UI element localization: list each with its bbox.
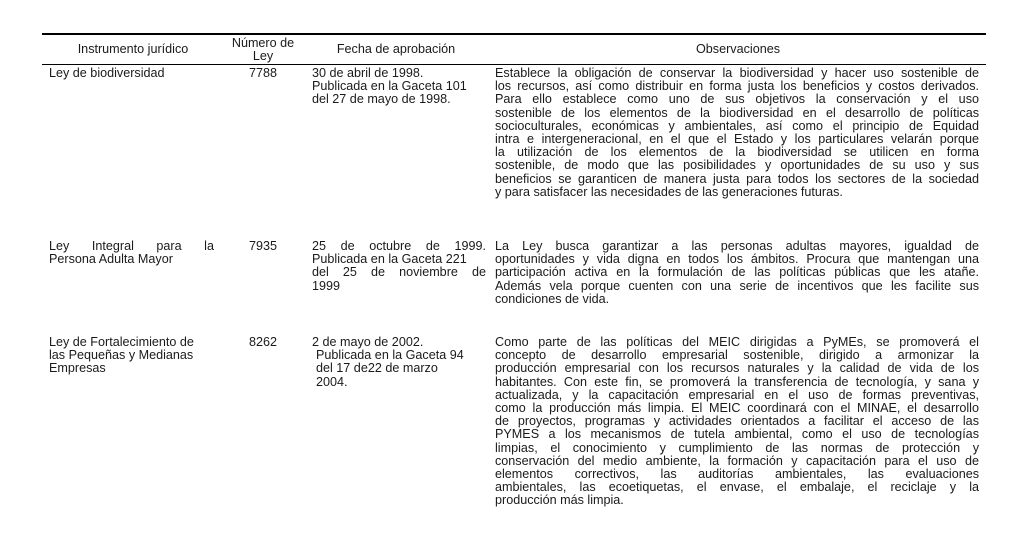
row1-obs-line: sostenible de los elementos de la biodiversidad en el desarrollo de políticas bbox=[495, 105, 979, 120]
row3-obs-line: habitantes. Con este fin, se promoverá la transferencia de tecnología, y sana y bbox=[495, 374, 979, 389]
row1-obs-line: intra e intergeneracional, en el que el Estado y los particulares velarán porque bbox=[495, 132, 979, 147]
row3-instrumento bbox=[49, 336, 214, 376]
row3-obs-line: PYMES a los mecanismos de tutela ambiental, como el uso de tecnologías bbox=[495, 427, 979, 442]
row2-obs-line: Además vela porque cuenten con una serie de incentivos que les facilite sus bbox=[495, 278, 979, 293]
header-instrumento: Instrumento jurídico bbox=[77, 42, 189, 56]
header-numero-line1: Número de bbox=[231, 35, 295, 50]
row3-instrumento-line: Ley de Fortalecimiento de bbox=[49, 335, 194, 349]
row3-observaciones bbox=[495, 336, 979, 508]
row3-obs-line: como la producción más limpia. El MEIC coordinará con el MINAE, el desarrollo bbox=[495, 401, 979, 416]
row1-obs-line: la utilización de los elementos de la biodiversidad se utilicen en forma bbox=[495, 145, 979, 160]
row3-obs-line: concepto de desarrollo empresarial sostenible, dirigido a armonizar la bbox=[495, 348, 979, 363]
row1-observaciones bbox=[495, 67, 979, 199]
row2-instrumento bbox=[49, 240, 214, 266]
row1-numero: 7788 bbox=[248, 66, 278, 80]
row3-fecha-line: 2004. bbox=[316, 374, 348, 389]
header-numero-line2: Ley bbox=[252, 48, 274, 63]
row1-instrumento-line: Ley de biodiversidad bbox=[49, 66, 165, 80]
row1-fecha-line: Publicada en la Gaceta 101 bbox=[312, 79, 467, 94]
header-numero bbox=[224, 35, 302, 64]
row3-obs-line: de proyectos, programas y actividades orientados a facilitar el acceso de las bbox=[495, 414, 979, 429]
row1-obs-line: Para ello establece como uno de sus objetivos la conservación y el uso bbox=[495, 92, 979, 107]
row1-fecha-line: del 27 de mayo de 1998. bbox=[312, 92, 451, 107]
header-observaciones: Observaciones bbox=[696, 42, 780, 56]
row3-fecha bbox=[312, 336, 486, 389]
row3-obs-line: limpias, el conocimiento y cumplimiento de las normas de protección y bbox=[495, 440, 979, 455]
row3-obs-line: producción más limpia. bbox=[495, 493, 624, 508]
row1-obs-line: beneficios se garanticen de manera justa para todos los sectores de la sociedad bbox=[495, 171, 979, 186]
row2-obs-line: La Ley busca garantizar a las personas adultas mayores, igualdad de bbox=[495, 239, 979, 253]
row3-obs-line: producción empresarial con los recursos naturales y la calidad de vida de los bbox=[495, 361, 979, 376]
row2-fecha bbox=[312, 240, 486, 293]
row2-numero: 7935 bbox=[248, 239, 278, 253]
row3-numero: 8262 bbox=[248, 335, 278, 349]
row3-instrumento-line: Empresas bbox=[49, 361, 106, 376]
row3-instrumento-line: las Pequeñas y Medianas bbox=[49, 348, 194, 363]
row3-obs-line: elementos correctivos, las auditorías ambientales, las evaluaciones bbox=[495, 467, 979, 482]
row2-fecha-line: 1999 bbox=[312, 278, 341, 293]
row3-fecha-line: 2 de mayo de 2002. bbox=[312, 335, 424, 349]
row3-obs-line: actualizada, y la capacitación empresarial en el uso de formas preventivas, bbox=[495, 387, 979, 402]
row1-instrumento bbox=[49, 67, 214, 80]
row2-instrumento-line: Ley Integral para la bbox=[49, 239, 214, 253]
row2-fecha-line: del 25 de noviembre de bbox=[312, 265, 486, 280]
row1-obs-line: y para satisfacer las necesidades de las generaciones futuras. bbox=[495, 184, 843, 199]
row2-observaciones bbox=[495, 240, 979, 306]
row3-obs-line: Como parte de las políticas del MEIC dirigidas a PyMEs, se promoverá el bbox=[495, 335, 979, 349]
row2-obs-line: oportunidades y vida digna en todos los ámbitos. Procura que mantengan una bbox=[495, 252, 979, 267]
header-fecha: Fecha de aprobación bbox=[336, 42, 456, 56]
row2-instrumento-line: Persona Adulta Mayor bbox=[49, 252, 173, 267]
row2-fecha-line: Publicada en la Gaceta 221 bbox=[312, 252, 467, 267]
row3-obs-line: conservación del medio ambiente, la formación y capacitación para el uso de bbox=[495, 453, 979, 468]
row2-obs-line: participación activa en la formulación de las políticas públicas que les atañe. bbox=[495, 265, 979, 280]
row1-obs-line: sostenible, de modo que las posibilidades y oportunidades de su uso y sus bbox=[495, 158, 979, 173]
row1-obs-line: Establece la obligación de conservar la biodiversidad y hacer uso sostenible de bbox=[495, 66, 979, 80]
row1-obs-line: socioculturales, económicas y ambientales, así como el principio de Equidad bbox=[495, 118, 979, 133]
row1-fecha-line: 30 de abril de 1998. bbox=[312, 66, 424, 80]
row2-fecha-line: 25 de octubre de 1999. bbox=[312, 239, 486, 253]
row1-fecha bbox=[312, 67, 486, 107]
row3-fecha-line: del 17 de22 de marzo bbox=[316, 361, 438, 376]
row3-fecha-line: Publicada en la Gaceta 94 bbox=[316, 348, 464, 363]
row1-obs-line: los recursos, así como distribuir en forma justa los beneficios y costos derivados. bbox=[495, 79, 979, 94]
row2-obs-line: condiciones de vida. bbox=[495, 291, 610, 306]
row3-obs-line: ambientales, las ecoetiquetas, el envase, el embalaje, el reciclaje y la bbox=[495, 480, 979, 495]
table-header-rule bbox=[42, 64, 986, 65]
